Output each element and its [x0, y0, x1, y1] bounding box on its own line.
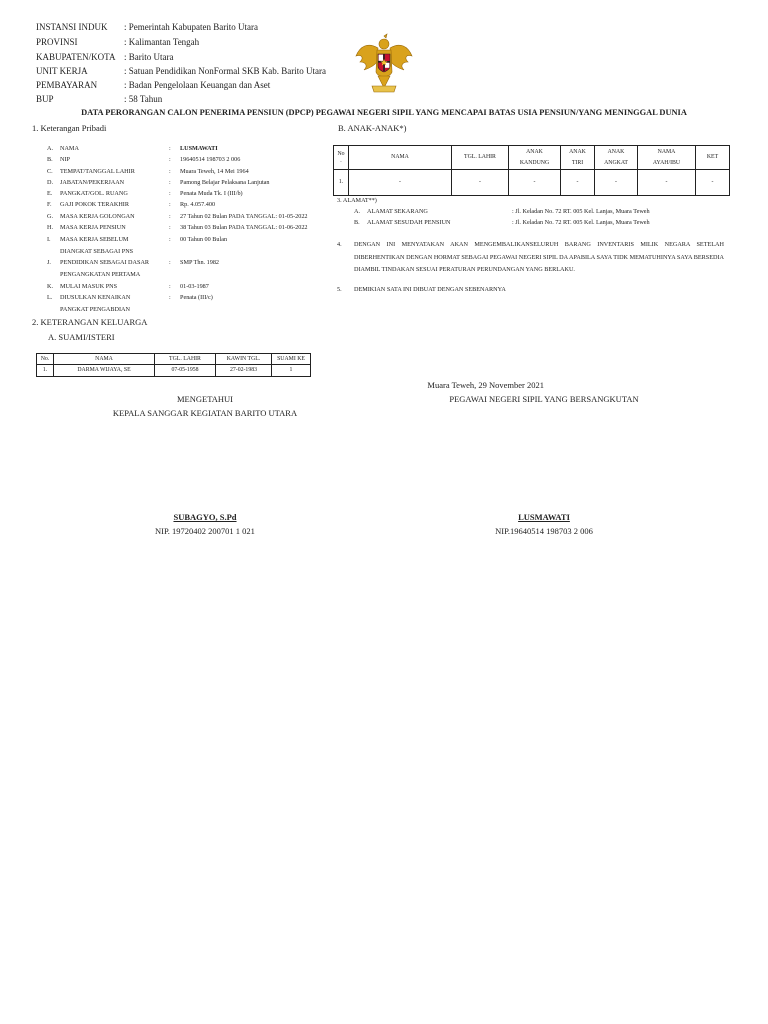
- column-header: ANAK KANDUNG: [509, 146, 561, 170]
- field-label: TEMPAT/TANGGAL LAHIR: [60, 168, 135, 175]
- field-key: H.: [47, 224, 54, 231]
- field-key: F.: [47, 201, 52, 208]
- column-header: SUAMI KE: [272, 354, 311, 365]
- field-key: B.: [47, 156, 53, 163]
- field-label-line2: PANGKAT PENGABDIAN: [60, 306, 130, 313]
- field-value: 38 Tahun 03 Bulan PADA TANGGAL: 01-06-2022: [180, 224, 308, 231]
- table-cell: -: [595, 170, 638, 196]
- address-key: A.: [354, 208, 361, 215]
- table-row: [334, 170, 730, 196]
- table-row: [37, 365, 311, 377]
- field-value: SMP Thn. 1982: [180, 259, 220, 266]
- field-value: Pamong Belajar Pelaksana Lanjutan: [180, 179, 270, 186]
- column-header: TGL. LAHIR: [155, 354, 216, 365]
- field-colon: :: [169, 145, 171, 152]
- column-header: KAWIN TGL.: [216, 354, 272, 365]
- table-cell: 1.: [334, 170, 349, 196]
- table-cell: 07-05-1958: [155, 365, 216, 377]
- field-value: Rp. 4.057.400: [180, 201, 216, 208]
- section2-heading: 2. KETERANGAN KELUARGA: [32, 317, 148, 327]
- field-label: GAJI POKOK TERAKHIR: [60, 201, 129, 208]
- header-row: BUP : 58 Tahun: [36, 94, 163, 104]
- address-key: B.: [354, 219, 360, 226]
- field-label: PENDIDIKAN SEBAGAI DASAR: [60, 259, 150, 266]
- column-header: No.: [37, 354, 54, 365]
- point5-statement: DEMIKIAN SATA INI DIBUAT DENGAN SEBENARNYA: [354, 286, 506, 293]
- field-key: J.: [47, 259, 51, 266]
- column-header: NAMA AYAH/IBU: [638, 146, 696, 170]
- field-value: 27 Tahun 02 Bulan PADA TANGGAL: 01-05-2022: [180, 213, 308, 220]
- field-colon: :: [169, 259, 171, 266]
- field-value: Penata Muda Tk. I (III/b): [180, 190, 243, 197]
- address-label: ALAMAT SESUDAH PENSIUN: [367, 219, 451, 226]
- table-cell: -: [509, 170, 561, 196]
- field-label: MASA KERJA PENSIUN: [60, 224, 126, 231]
- field-key: A.: [47, 145, 54, 152]
- table-cell: 27-02-1983: [216, 365, 272, 377]
- spouse-subheading: A. SUAMI/ISTERI: [48, 332, 115, 342]
- left-signer-nip: NIP. 19720402 200701 1 021: [155, 526, 255, 536]
- field-colon: :: [169, 283, 171, 290]
- left-signer-position: KEPALA SANGGAR KEGIATAN BARITO UTARA: [112, 408, 298, 418]
- field-value: Penata (III/c): [180, 294, 213, 301]
- field-colon: :: [169, 201, 171, 208]
- field-label: MASA KERJA GOLONGAN: [60, 213, 135, 220]
- field-label: NAMA: [60, 145, 79, 152]
- place-date: Muara Teweh, 29 November 2021: [427, 380, 544, 390]
- address-value: : Jl. Keladan No. 72 RT. 005 Kel. Lanjas, Muara Teweh: [512, 208, 650, 215]
- field-label: DIUSULKAN KENAIKAN: [60, 294, 131, 301]
- field-value: 19640514 198703 2 006: [180, 156, 241, 163]
- right-signer-name: LUSMAWATI: [518, 512, 570, 522]
- children-heading: B. ANAK-ANAK*): [338, 123, 407, 133]
- address-heading: 3. ALAMAT**): [337, 197, 377, 204]
- field-label: MASA KERJA SEBELUM: [60, 236, 129, 243]
- field-value: 01-03-1987: [180, 283, 209, 290]
- field-colon: :: [169, 294, 171, 301]
- field-colon: :: [169, 224, 171, 231]
- point5-number: 5.: [337, 286, 342, 293]
- field-key: C.: [47, 168, 53, 175]
- table-cell: -: [452, 170, 509, 196]
- column-header: No .: [334, 146, 349, 170]
- field-label: NIP: [60, 156, 70, 163]
- spouse-table: [36, 353, 311, 377]
- header-row: UNIT KERJA : Satuan Pendidikan NonFormal SKB Kab. Barito Utara: [36, 66, 326, 76]
- field-colon: :: [169, 168, 171, 175]
- table-cell: DARMA WIJAYA, SE: [54, 365, 155, 377]
- table-cell: -: [561, 170, 595, 196]
- left-signer-name: SUBAGYO, S.Pd: [173, 512, 237, 522]
- right-signer-title: PEGAWAI NEGERI SIPIL YANG BERSANGKUTAN: [449, 394, 639, 404]
- table-header-row: [37, 354, 311, 365]
- document-title: DATA PERORANGAN CALON PENERIMA PENSIUN (DPCP) PEGAWAI NEGERI SIPIL YANG MENCAPAI BATAS USIA PENSIUN/YANG MENINGGAL DUNIA: [81, 108, 687, 117]
- address-label: ALAMAT SEKARANG: [367, 208, 428, 215]
- column-header: KET: [696, 146, 730, 170]
- column-header: ANAK TIRI: [561, 146, 595, 170]
- field-value: LUSMAWATI: [180, 145, 218, 152]
- field-key: E.: [47, 190, 53, 197]
- table-cell: -: [696, 170, 730, 196]
- column-header: NAMA: [54, 354, 155, 365]
- table-cell: -: [638, 170, 696, 196]
- field-label: MULAI MASUK PNS: [60, 283, 118, 290]
- field-key: D.: [47, 179, 54, 186]
- header-row: KABUPATEN/KOTA : Barito Utara: [36, 52, 174, 62]
- address-value: : Jl. Keladan No. 72 RT. 005 Kel. Lanjas, Muara Teweh: [512, 219, 650, 226]
- table-cell: 1.: [37, 365, 54, 377]
- table-cell: 1: [272, 365, 311, 377]
- field-value: 00 Tahun 00 Bulan: [180, 236, 228, 243]
- header-row: PEMBAYARAN : Badan Pengelolaan Keuangan dan Aset: [36, 80, 271, 90]
- field-key: I.: [47, 236, 51, 243]
- header-row: PROVINSI : Kalimantan Tengah: [36, 37, 200, 47]
- column-header: ANAK ANGKAT: [595, 146, 638, 170]
- column-header: NAMA: [349, 146, 452, 170]
- field-colon: :: [169, 156, 171, 163]
- table-header-row: [334, 146, 730, 170]
- field-key: L.: [47, 294, 53, 301]
- header-row: INSTANSI INDUK : Pemerintah Kabupaten Barito Utara: [36, 22, 258, 32]
- left-signer-title: MENGETAHUI: [177, 394, 233, 404]
- point4-statement: DENGAN INI MENYATAKAN AKAN MENGEMBALIKANSELURUH BARANG INVENTARIS MILIK NEGARA SETELAH DIBERHENTIKAN DENGAN HORMAT SEBAGAI PEGAWAI NEGERI SIPIL DA APABILA SAYA TIDK MEMATUHINYA SAYA BERSEDIA DIAMBIL TINDAKAN SESUAI PERATURAN PERUNDANGAN YANG BERLAKU.: [354, 241, 724, 274]
- field-colon: :: [169, 179, 171, 186]
- field-value: Muara Teweh, 14 Mei 1964: [180, 168, 249, 175]
- field-colon: :: [169, 190, 171, 197]
- garuda-emblem-icon: [354, 32, 414, 96]
- right-signer-nip: NIP.19640514 198703 2 006: [495, 526, 593, 536]
- field-label: JABATAN/PEKERJAAN: [60, 179, 125, 186]
- column-header: TGL. LAHIR: [452, 146, 509, 170]
- point4-number: 4.: [337, 241, 342, 248]
- field-label-line2: DIANGKAT SEBAGAI PNS: [60, 248, 134, 255]
- field-colon: :: [169, 213, 171, 220]
- table-cell: -: [349, 170, 452, 196]
- field-label-line2: PENGANGKATAN PERTAMA: [60, 271, 141, 278]
- field-key: G.: [47, 213, 54, 220]
- field-key: K.: [47, 283, 54, 290]
- field-colon: :: [169, 236, 171, 243]
- field-label: PANGKAT/GOL. RUANG: [60, 190, 128, 197]
- children-table: [333, 145, 730, 196]
- section1-heading: 1. Keterangan Pribadi: [32, 123, 107, 133]
